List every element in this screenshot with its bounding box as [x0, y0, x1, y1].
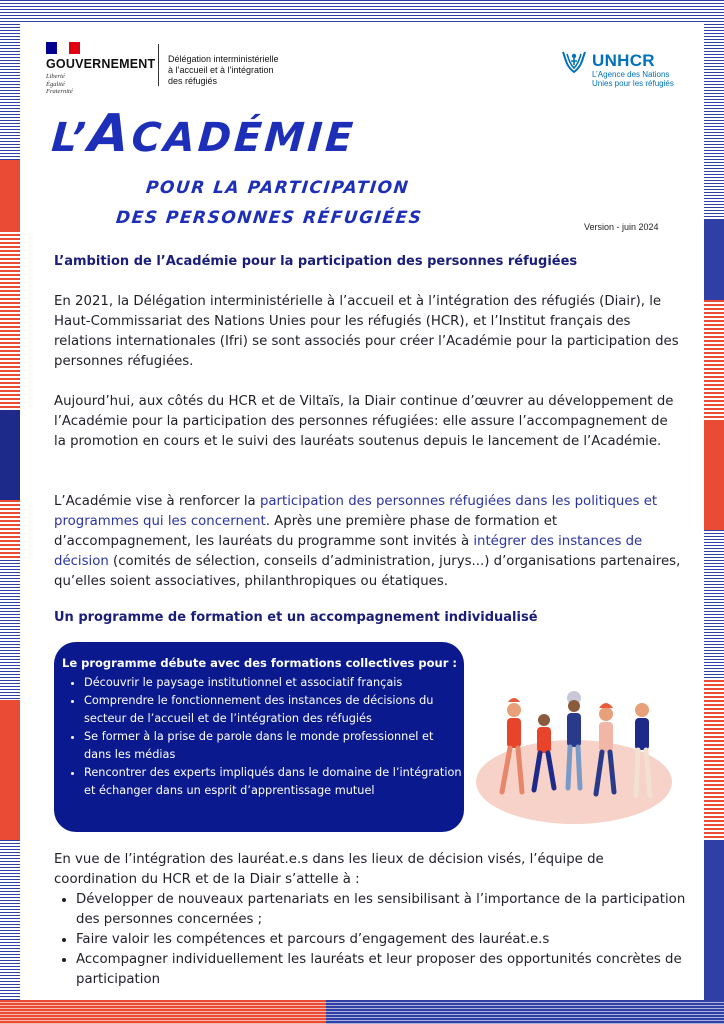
paragraph-coordination: En vue de l’intégration des lauréat.e.s dans les lieux de décision visés, l’équipe de coordination du HCR et de la Diair s’attelle à : — [54, 852, 604, 887]
government-name: GOUVERNEMENT — [46, 57, 156, 71]
unhcr-logo — [560, 48, 680, 88]
version-label: Version - juin 2024 — [584, 222, 659, 232]
title-subtitle-line1: POUR LA PARTICIPATION — [144, 178, 411, 198]
list-item: • Accompagner individuellement les lauréats et leur proposer des opportunités concrètes de participation — [76, 950, 706, 990]
government-logo — [46, 42, 156, 96]
document-page — [22, 22, 702, 998]
decorative-right-border — [704, 0, 724, 1024]
list-item: • Comprendre le fonctionnement des instances de décisions du secteur de l’accueil et de l’intégration des réfugiés — [84, 692, 464, 728]
list-item: • Rencontrer des experts impliqués dans le domaine de l’intégration et échanger dans un esprit d’apprentissage mutuel — [84, 764, 464, 800]
paragraph-history: En 2021, la Délégation interministérielle à l’accueil et à l’intégration des réfugiés (Diair), le Haut-Commissariat des Nations Unies pour les réfugiés (HCR), et l’Institut français des relations internationales (Ifri) se sont associés pour créer l’Académie pour la participation des personnes réfugiées. — [54, 294, 679, 369]
document-title: L’ACADÉMIE — [50, 104, 358, 164]
delegation-name: Délégation interministérielle à l’accueil et à l’intégration des réfugiés — [168, 54, 279, 86]
unhcr-name: UNHCR — [592, 51, 655, 70]
programme-box-title: Le programme débute avec des formations collectives pour : — [62, 656, 457, 670]
people-illustration — [474, 662, 674, 832]
list-item: • Découvrir le paysage institutionnel et associatif français — [84, 674, 464, 692]
decorative-left-border — [0, 0, 20, 1024]
highlight-participation: participation des personnes réfugiées dans les politiques et programmes qui les concernent — [54, 494, 658, 529]
list-item: • Se former à la prise de parole dans le monde professionnel et dans les médias — [84, 728, 464, 764]
decorative-top-border — [0, 0, 724, 22]
list-item: • Faire valoir les compétences et parcours d’engagement des lauréat.e.s — [76, 930, 706, 950]
logo-divider — [158, 44, 159, 86]
coordination-list — [54, 890, 706, 990]
programme-list — [62, 674, 464, 800]
unhcr-tagline: L’Agence des Nations Unies pour les réfugiés — [592, 70, 674, 88]
section-heading-ambition: L’ambition de l’Académie pour la participation des personnes réfugiées — [54, 254, 578, 269]
motto: Liberté Égalité Fraternité — [46, 73, 73, 95]
paragraph-current: Aujourd’hui, aux côtés du HCR et de Viltaïs, la Diair continue d’œuvrer au développement de l’Académie pour la participation des personnes réfugiées: elle assure l’accompagnement de la promotion en cours et le suivi des lauréats soutenus depuis le lancement de l’Académie. — [54, 394, 674, 449]
title-subtitle-line2: DES PERSONNES RÉFUGIÉES — [114, 208, 424, 228]
decorative-bottom-border — [0, 1000, 724, 1024]
french-flag-icon — [46, 42, 80, 54]
section-heading-programme: Un programme de formation et un accompagnement individualisé — [54, 610, 538, 625]
list-item: • Développer de nouveaux partenariats en les sensibilisant à l’importance de la participation des personnes concernées ; — [76, 890, 706, 930]
paragraph-goal: L’Académie vise à renforcer la participation des personnes réfugiées dans les politiques et programmes qui les concernent. Après une première phase de formation et d’accompagnement, les lauréats du programme sont invités à intégrer des instances de décision (comités de sélection, conseils d’administration, jurys...) d’organisations partenaires, qu’elles soient associatives, philanthropiques ou étatiques. — [54, 494, 681, 589]
programme-box — [54, 642, 464, 832]
highlight-instances: intégrer des instances de décision — [54, 534, 643, 569]
unhcr-emblem-icon — [560, 48, 588, 74]
